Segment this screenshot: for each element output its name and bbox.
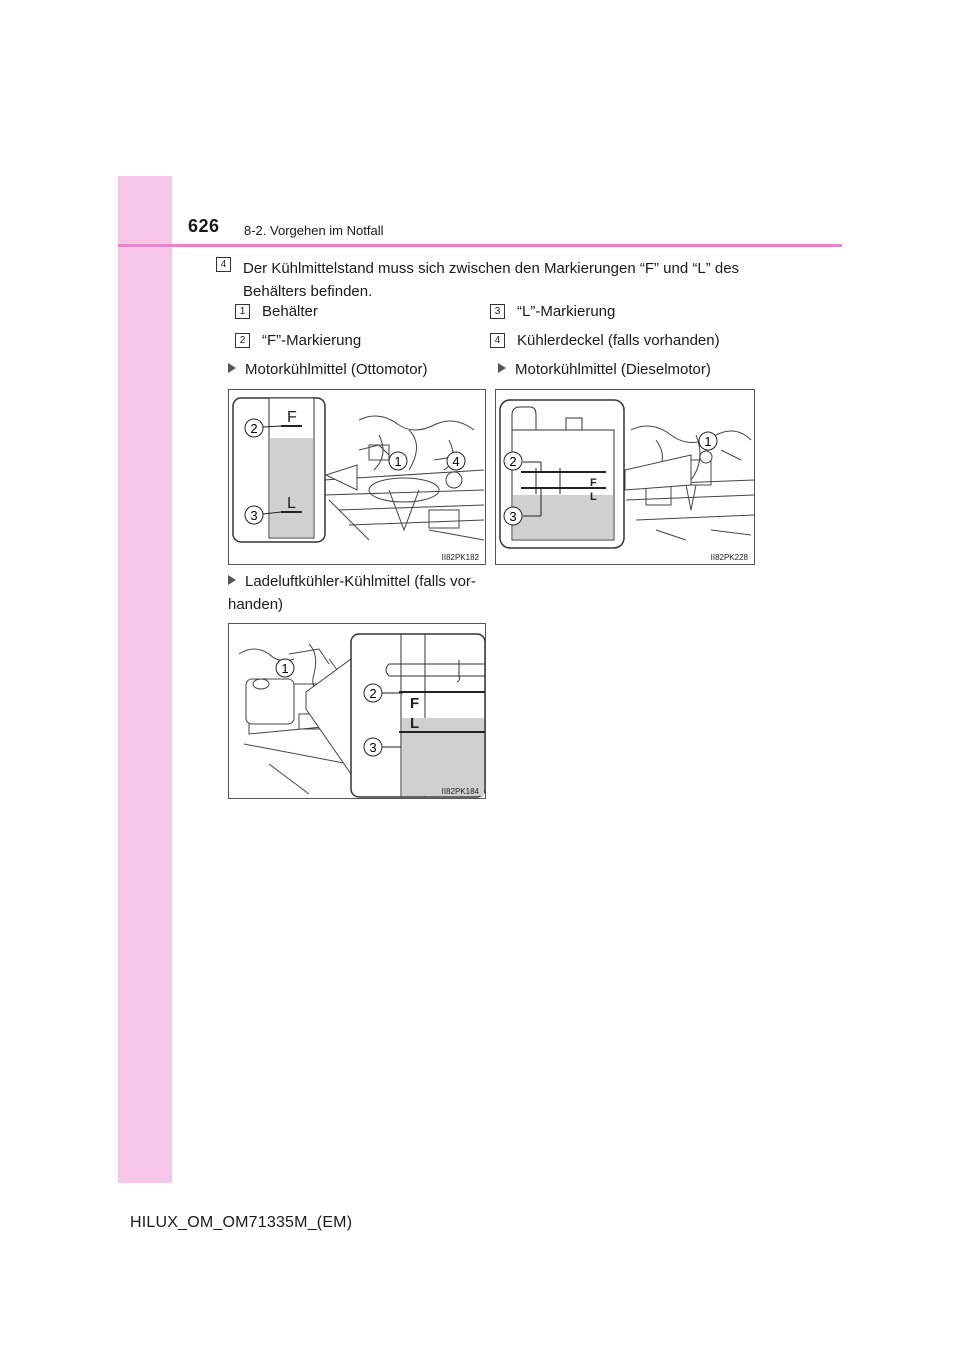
svg-text:1: 1 [704,434,712,449]
figure-code: II82PK228 [710,553,748,562]
bullet-triangle-icon [498,363,506,373]
svg-text:3: 3 [250,508,258,523]
section-title: 8-2. Vorgehen im Notfall [244,223,384,238]
svg-text:1: 1 [281,661,289,676]
figure-intercooler-coolant [228,623,486,799]
figure-petrol-mark-l: L [287,495,296,512]
legend-num-3: 3 [490,304,505,319]
svg-text:2: 2 [509,454,517,469]
legend-label-2: “F”-Markierung [262,332,362,349]
figure-caption-diesel: Motorkühlmittel (Dieselmotor) [498,358,711,381]
legend-label-1: Behälter [262,303,318,320]
figure-caption-intercooler: Ladeluftkühler-Kühlmittel (falls vor-handen) [228,573,476,613]
step-number-badge: 4 [216,257,231,272]
figure-code: II82PK184 [441,787,479,796]
legend-num-1: 1 [235,304,250,319]
figure-diesel-coolant [495,389,755,565]
legend-num-2: 2 [235,333,250,348]
page-sidebar [118,176,172,1183]
page-number: 626 [188,216,220,236]
svg-text:4: 4 [452,454,460,469]
bullet-triangle-icon [228,363,236,373]
legend-label-4: Kühlerdeckel (falls vorhanden) [517,332,720,349]
svg-text:2: 2 [250,421,258,436]
figure-intercooler-mark-l: L [410,715,420,732]
figure-petrol-coolant [228,389,486,565]
svg-text:3: 3 [509,509,517,524]
legend-num-4: 4 [490,333,505,348]
figure-petrol-mark-f: F [287,409,297,426]
bullet-triangle-icon [228,575,236,585]
step-text: Der Kühlmittelstand muss sich zwischen den Markierungen “F” und “L” des Behälters befinden. [243,260,740,300]
svg-text:3: 3 [369,740,377,755]
figure-diesel-mark-l: L [590,491,597,503]
figure-diesel-mark-f: F [590,477,597,489]
figure-caption-petrol: Motorkühlmittel (Ottomotor) [228,358,428,381]
legend-label-3: “L”-Markierung [517,303,616,320]
header-rule [118,244,842,247]
svg-text:1: 1 [394,454,402,469]
svg-text:2: 2 [369,686,377,701]
figure-code: II82PK182 [441,553,479,562]
footer-document-id: HILUX_OM_OM71335M_(EM) [130,1214,353,1231]
figure-intercooler-mark-f: F [410,695,420,712]
